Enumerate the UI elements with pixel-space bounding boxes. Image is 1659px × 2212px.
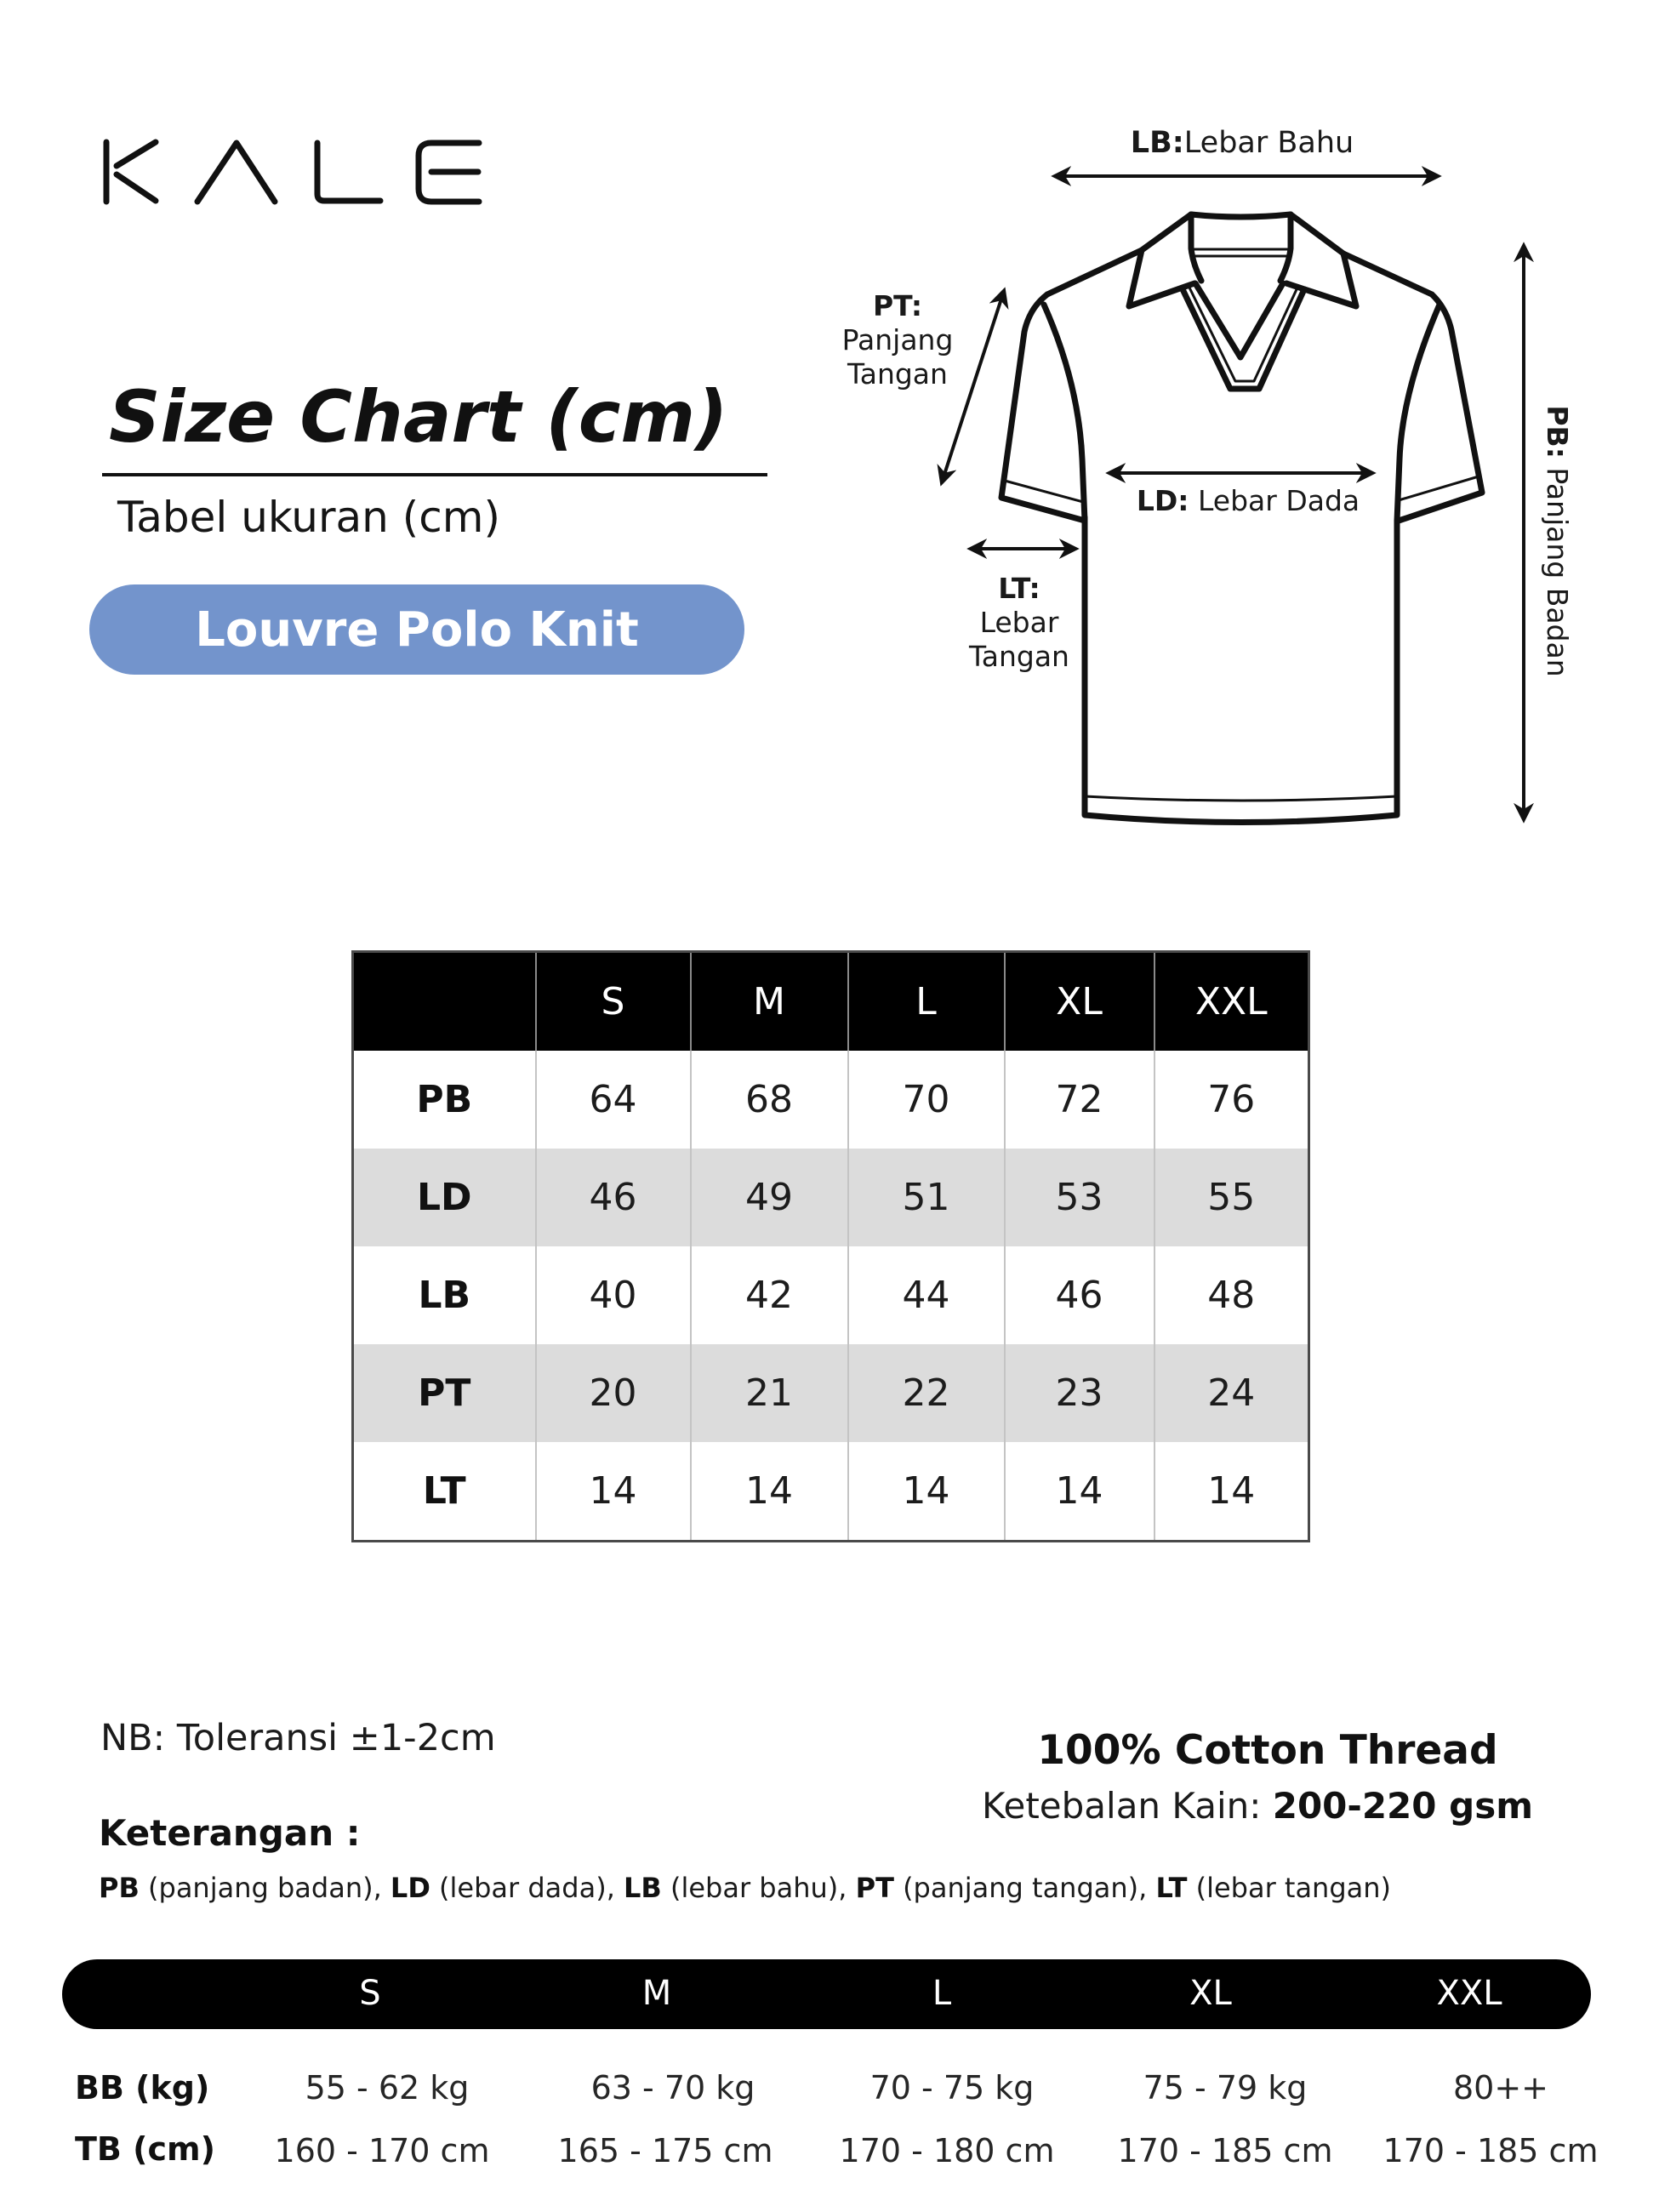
header-size-xxl: XXL [1154,952,1309,1052]
rec-row-label-height: TB (cm) [75,2130,215,2168]
legend-code: LB [624,1872,662,1904]
rec-cell: 70 - 75 kg [869,2069,1035,2107]
rec-cell: 75 - 79 kg [1143,2069,1308,2107]
fabric-weight [982,1785,1533,1827]
rec-header-xl: XL [1189,1974,1232,2013]
legend-code: PT [855,1872,894,1904]
fabric-composition: 100% Cotton Thread [1037,1727,1498,1774]
header-size-m: M [691,952,848,1052]
table-cell: 51 [848,1149,1005,1246]
rec-cell: 160 - 170 cm [274,2132,490,2169]
table-cell: 20 [536,1344,691,1442]
row-label: LB [353,1246,536,1344]
table-cell: 23 [1005,1344,1154,1442]
header-corner [353,952,536,1052]
rec-header-s: S [359,1974,381,2013]
ld-label [1137,484,1360,518]
table-row-pt [353,1344,1309,1442]
pb-name: Panjang Badan [1541,467,1574,677]
table-cell: 49 [691,1149,848,1246]
ld-code: LD: [1136,484,1189,517]
page-subtitle: Tabel ukuran (cm) [117,493,500,542]
rec-cell: 170 - 180 cm [839,2132,1055,2169]
lb-label [1131,126,1354,160]
legend-desc: (lebar tangan) [1187,1872,1392,1904]
table-cell: 44 [848,1246,1005,1344]
legend-code: PB [99,1872,140,1904]
legend-desc: (lebar dada), [430,1872,624,1904]
table-cell: 48 [1154,1246,1309,1344]
tolerance-note: NB: Toleransi ±1-2cm [100,1717,496,1759]
table-header-row [353,952,1309,1052]
lb-code: LB: [1130,126,1184,160]
lt-code: LT: [998,572,1040,605]
rec-cell: 165 - 175 cm [557,2132,773,2169]
table-row-lb [353,1246,1309,1344]
table-cell: 14 [1005,1442,1154,1542]
row-label: LD [353,1149,536,1246]
table-row-lt [353,1442,1309,1542]
row-label: PT [353,1344,536,1442]
table-cell: 22 [848,1344,1005,1442]
legend-desc: (lebar bahu), [661,1872,856,1904]
recommendation-header-bar [62,1959,1591,2029]
legend-code: LD [390,1872,430,1904]
table-cell: 76 [1154,1051,1309,1149]
pb-code: PB: [1541,405,1574,459]
lt-line2: Tangan [969,640,1069,673]
header-size-s: S [536,952,691,1052]
rec-cell: 63 - 70 kg [590,2069,755,2107]
pt-line2: Tangan [847,357,948,391]
rec-cell: 80++ [1452,2069,1549,2107]
rec-row-label-weight: BB (kg) [75,2069,210,2107]
size-measurement-table [351,950,1310,1542]
table-cell: 72 [1005,1051,1154,1149]
legend-desc: (panjang badan), [139,1872,391,1904]
table-cell: 14 [691,1442,848,1542]
table-cell: 42 [691,1246,848,1344]
legend-line [99,1872,1391,1904]
legend-title: Keterangan : [99,1812,361,1854]
table-cell: 14 [848,1442,1005,1542]
pt-code: PT: [872,289,923,322]
rec-cell: 55 - 62 kg [305,2069,470,2107]
header-size-l: L [848,952,1005,1052]
rec-cell: 170 - 185 cm [1117,2132,1333,2169]
table-cell: 46 [1005,1246,1154,1344]
table-cell: 46 [536,1149,691,1246]
legend-desc: (panjang tangan), [893,1872,1156,1904]
lt-line1: Lebar [979,606,1059,639]
fabric-weight-value: 200-220 gsm [1272,1785,1533,1827]
row-label: PB [353,1051,536,1149]
shirt-outline-icon [1001,214,1482,823]
row-label: LT [353,1442,536,1542]
table-cell: 40 [536,1246,691,1344]
table-cell: 68 [691,1051,848,1149]
table-row-pb [353,1051,1309,1149]
rec-header-l: L [932,1974,952,2013]
table-cell: 70 [848,1051,1005,1149]
lb-name: Lebar Bahu [1183,126,1354,160]
table-cell: 24 [1154,1344,1309,1442]
table-cell: 21 [691,1344,848,1442]
table-cell: 14 [1154,1442,1309,1542]
polo-shirt-diagram [0,0,1659,936]
table-row-ld [353,1149,1309,1246]
pt-line1: Panjang [841,323,954,356]
fabric-weight-label: Ketebalan Kain: [982,1785,1273,1827]
header-size-xl: XL [1005,952,1154,1052]
table-cell: 64 [536,1051,691,1149]
ld-name: Lebar Dada [1197,484,1360,517]
rec-header-m: M [641,1974,672,2013]
rec-cell: 170 - 185 cm [1382,2132,1599,2169]
product-name: Louvre Polo Knit [195,601,639,658]
lt-label [969,572,1069,674]
pb-label [1540,405,1574,676]
table-cell: 53 [1005,1149,1154,1246]
table-cell: 55 [1154,1149,1309,1246]
pt-label [842,289,954,391]
legend-code: LT [1155,1872,1188,1904]
rec-header-xxl: XXL [1436,1974,1502,2013]
page-title: Size Chart (cm) [109,375,728,459]
table-cell: 14 [536,1442,691,1542]
